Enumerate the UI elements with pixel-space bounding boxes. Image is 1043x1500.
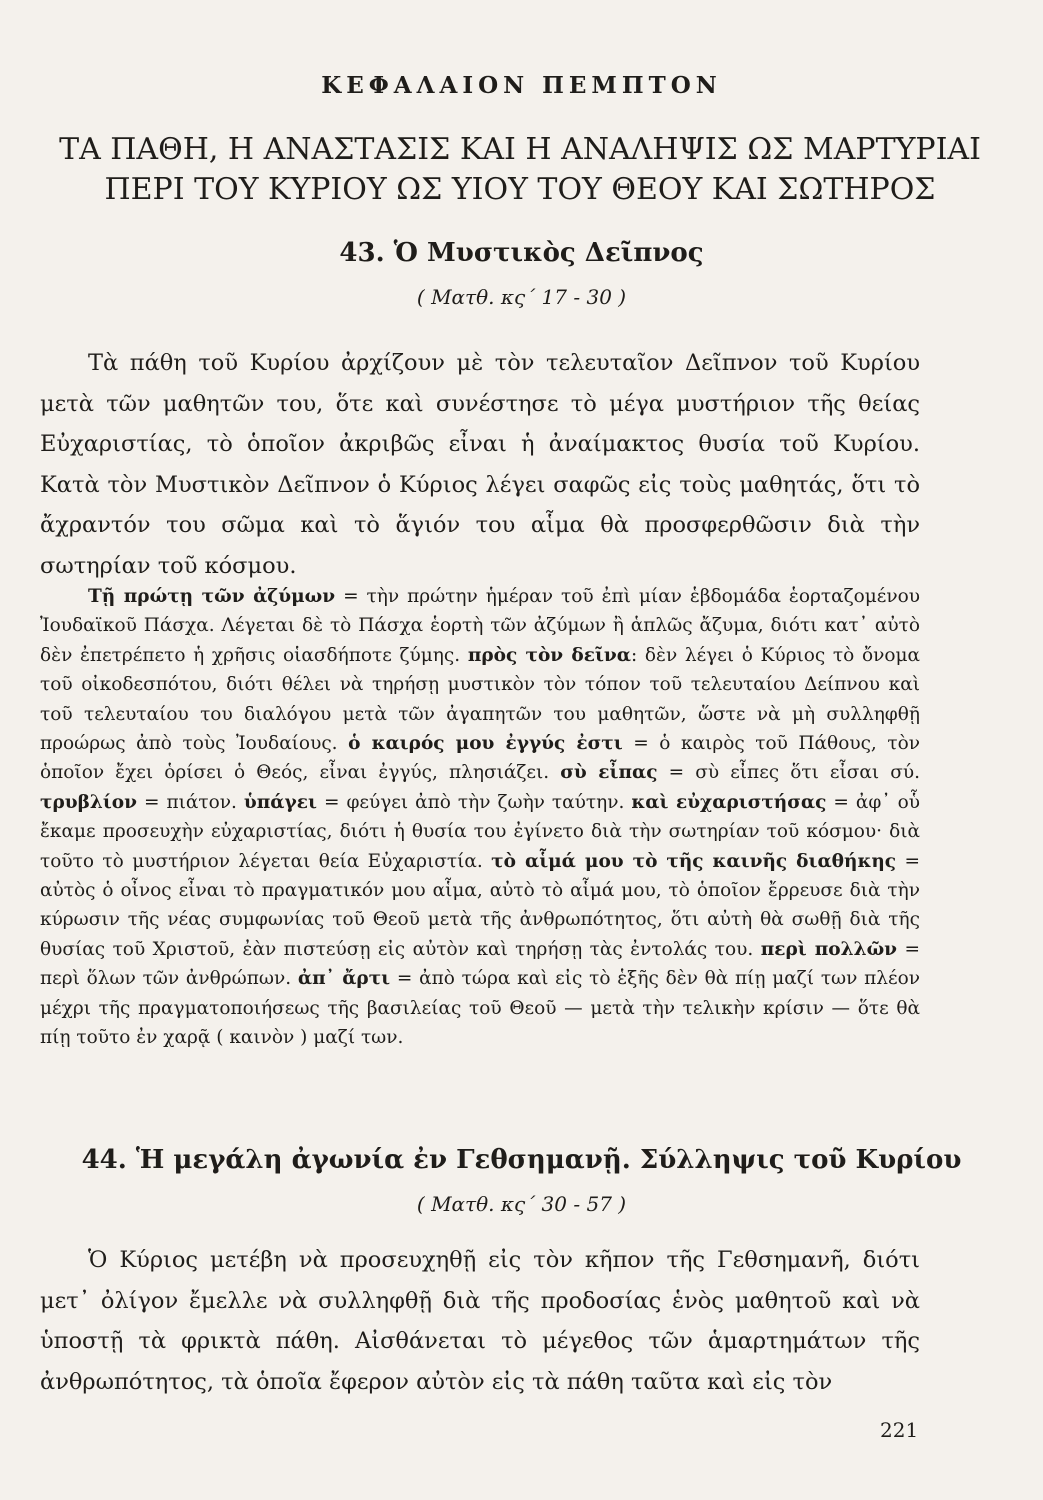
- note-text: = ἀπὸ τώρα καὶ εἰς τὸ ἑξῆς δὲν θὰ πίῃ μαζί των πλέον μέχρι τῆς πραγματοποιήσεως τῆς βασιλείας τοῦ Θεοῦ — μετὰ τὴν τελικὴν κρίσιν — ὅτε θὰ πίῃ τοῦτο ἐν χαρᾷ ( καινὸν ) μαζί των.: [40, 968, 920, 1049]
- section-43-title: 43. Ὁ Μυστικὸς Δεῖπνος: [339, 238, 704, 268]
- note-term: πρὸς τὸν δεῖνα: [467, 644, 631, 666]
- note-term: περὶ πολλῶν: [760, 938, 898, 960]
- note-text: = τὴν πρώτην ἡμέραν τοῦ ἐπὶ μίαν ἑβδομάδα ἑορταζομένου Ἰουδαϊκοῦ Πάσχα. Λέγεται δὲ τὸ Πάσχα ἑορτὴ τῶν ἀζύμων ἢ ἁπλῶς ἄζυμα, διότι κατ᾽ αὐτὸ δὲν ἐπετρέπετο ἡ χρῆσις οἱασδήποτε ζύμης.: [40, 586, 920, 666]
- section-43-notes: [40, 582, 920, 1053]
- note-term: τρυβλίον: [40, 791, 137, 813]
- note-term: τὸ αἷμά μου τὸ τῆς καινῆς διαθήκης: [491, 850, 897, 872]
- note-text: = ἀφ᾽ οὗ ἔκαμε προσευχὴν εὐχαριστίας, διότι ἡ θυσία του ἐγίνετο διὰ τὴν σωτηρίαν τοῦ κόσμου· διὰ τοῦτο τὸ μυστήριον λέγεται θεία Εὐχαριστία.: [40, 791, 920, 872]
- note-term: σὺ εἶπας: [560, 762, 658, 784]
- section-43-reference: ( Ματθ. κς΄ 17 - 30 ): [416, 285, 627, 309]
- note-term: ἀπ᾽ ἄρτι: [297, 968, 391, 990]
- note-text: = αὐτὸς ὁ οἶνος εἶναι τὸ πραγματικόν μου αἷμα, αὐτὸ τὸ αἷμά μου, τὸ ὁποῖον ἔρρευσε διὰ τὴν κύρωσιν τῆς νέας συμφωνίας τοῦ Θεοῦ μετὰ τῆς ἀνθρωπότητος, ὅτι αὐτὴ θὰ σωθῇ διὰ τῆς θυσίας τοῦ Χριστοῦ, ἐὰν πιστεύσῃ εἰς αὐτὸν καὶ τηρήσῃ τὰς ἐντολάς του.: [40, 850, 920, 960]
- chapter-title: ΤΑ ΠΑΘΗ, Η ΑΝΑΣΤΑΣΙΣ ΚΑΙ Η ΑΝΑΛΗΨΙΣ ΩΣ ΜΑΡΤΥΡΙΑΙ ΠΕΡΙ ΤΟΥ ΚΥΡΙΟΥ ΩΣ ΥΙΟΥ ΤΟΥ ΘΕΟΥ ΚΑΙ ΣΩΤΗΡΟΣ: [59, 132, 981, 207]
- section-43-body: Τὰ πάθη τοῦ Κυρίου ἀρχίζουν μὲ τὸν τελευταῖον Δεῖπνον τοῦ Κυρίου μετὰ τῶν μαθητῶν του, ὅτε καὶ συνέστησε τὸ μέγα μυστήριον τῆς θείας Εὐχαριστίας, τὸ ὁποῖον ἀκριβῶς εἶναι ἡ ἀναίμακτος θυσία τοῦ Κυρίου. Κατὰ τὸν Μυστικὸν Δεῖπνον ὁ Κύριος λέγει σαφῶς εἰς τοὺς μαθητάς, ὅτι τὸ ἄχραντόν του σῶμα καὶ τὸ ἅγιόν του αἷμα θὰ προσφερθῶσιν διὰ τὴν σωτηρίαν τοῦ κόσμου.: [40, 350, 920, 579]
- page-number: 221: [880, 1418, 919, 1442]
- note-text: = περὶ ὅλων τῶν ἀνθρώπων.: [40, 938, 920, 990]
- note-text: : δὲν λέγει ὁ Κύριος τὸ ὄνομα τοῦ οἰκοδεσπότου, διότι θέλει νὰ τηρήσῃ μυστικὸν τὸν τόπον τοῦ τελευταίου Δείπνου καὶ τοῦ τελευταίου του διαλόγου μετὰ τῶν ἀγαπητῶν του μαθητῶν, ὥστε νὰ μὴ συλληφθῇ προώρως ἀπὸ τοὺς Ἰουδαίους.: [40, 644, 921, 755]
- note-text: = ὁ καιρὸς τοῦ Πάθους, τὸν ὁποῖον ἔχει ὁρίσει ὁ Θεός, εἶναι ἐγγύς, πλησιάζει.: [40, 733, 920, 784]
- note-text: = πιάτον.: [136, 791, 244, 813]
- note-text: = φεύγει ἀπὸ τὴν ζωὴν ταύτην.: [316, 791, 632, 813]
- section-44-reference: ( Ματθ. κς΄ 30 - 57 ): [416, 1192, 627, 1216]
- chapter-label: ΚΕΦΑΛΑΙΟΝ ΠΕΜΠΤΟΝ: [321, 72, 722, 99]
- note-term: καὶ εὐχαριστήσας: [631, 791, 827, 813]
- section-44-title: 44. Ἡ μεγάλη ἀγωνία ἐν Γεθσημανῇ. Σύλληψις τοῦ Κυρίου: [81, 1145, 962, 1175]
- note-term: ὁ καιρός μου ἐγγύς ἐστι: [348, 733, 623, 755]
- note-term: ὑπάγει: [243, 791, 317, 813]
- note-text: = σὺ εἶπες ὅτι εἶσαι σύ.: [657, 762, 920, 784]
- section-44-body: Ὁ Κύριος μετέβη νὰ προσευχηθῇ εἰς τὸν κῆπον τῆς Γεθσημανῆ, διότι μετ᾽ ὀλίγον ἔμελλε νὰ συλληφθῇ διὰ τῆς προδοσίας ἑνὸς μαθητοῦ καὶ νὰ ὑποστῇ τὰ φρικτὰ πάθη. Αἰσθάνεται τὸ μέγεθος τῶν ἁμαρτημάτων τῆς ἀνθρωπότητος, τὰ ὁποῖα ἔφερον αὐτὸν εἰς τὰ πάθη ταῦτα καὶ εἰς τὸν: [40, 1247, 920, 1395]
- note-term: Τῇ πρώτῃ τῶν ἀζύμων: [88, 586, 336, 607]
